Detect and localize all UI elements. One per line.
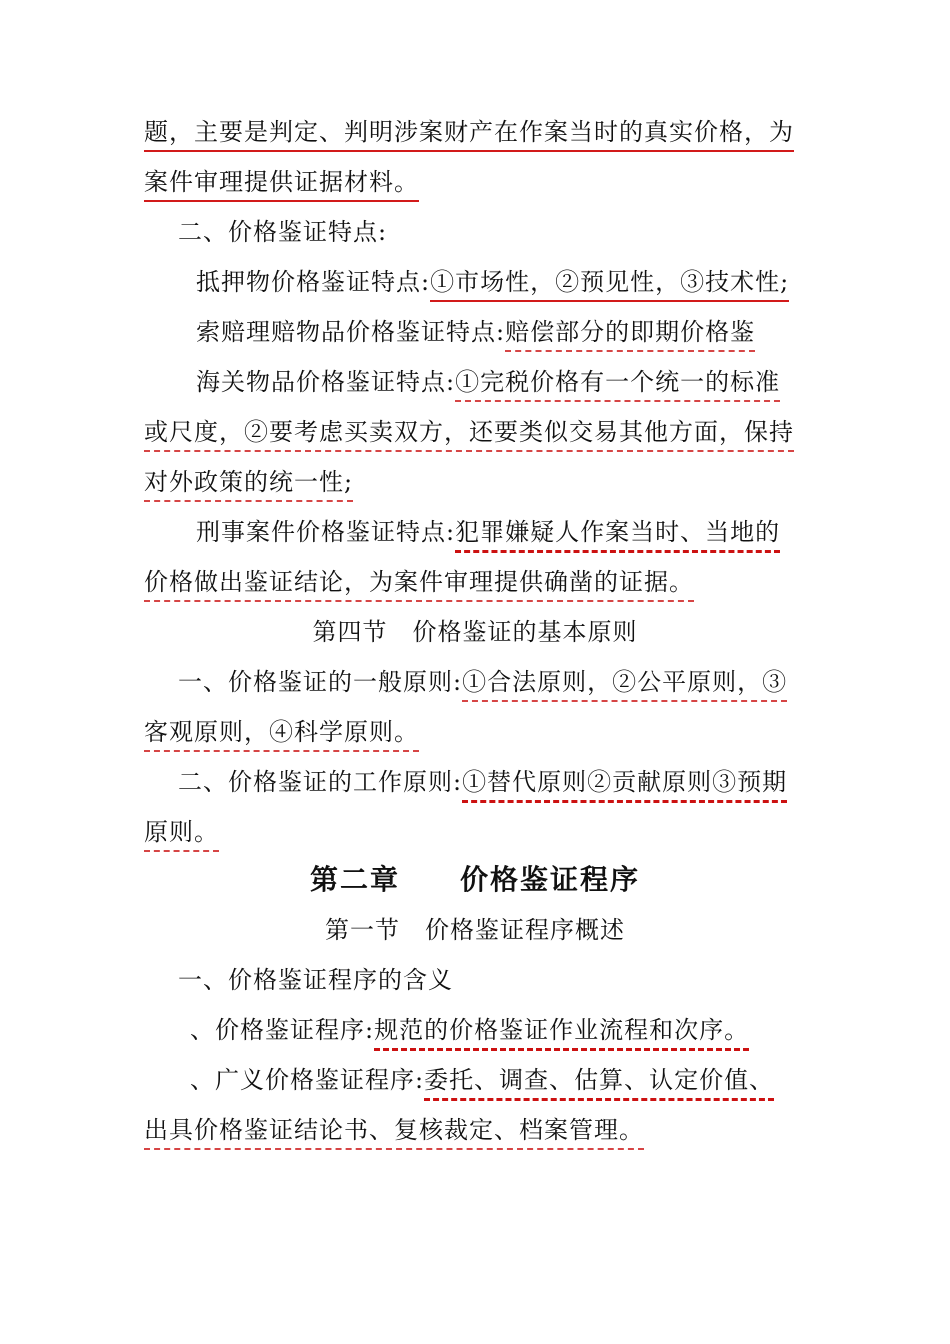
label-text: 二、价格鉴证的工作原则: [178,768,463,796]
underlined-text: ①完税价格有一个统一的标准 [455,368,780,402]
text-line [144,716,419,748]
underlined-text: 委托、调查、估算、认定价值、 [424,1066,774,1101]
underlined-text: 题，主要是判定、判明涉案财产在作案当时的真实价格，为 [144,118,794,152]
underlined-text: ①合法原则，②公平原则，③ [462,668,787,702]
heading-features: 二、价格鉴证特点: [178,218,388,246]
text-line [144,1114,644,1146]
label-text: 一、价格鉴证的一般原则: [178,668,463,696]
label-text: 、价格鉴证程序: [190,1016,375,1044]
label-text: 索赔理赔物品价格鉴证特点: [196,318,506,346]
text-line [190,1014,749,1046]
text-line [178,666,787,698]
underlined-text: 赔偿部分的即期价格鉴 [505,318,755,352]
label-text: 、广义价格鉴证程序: [190,1066,425,1094]
chapter-title: 第二章 价格鉴证程序 [309,863,640,896]
underlined-text: ①替代原则②贡献原则③预期 [462,768,787,803]
section-title: 第一节 价格鉴证程序概述 [325,916,625,944]
underlined-text: 规范的价格鉴证作业流程和次序。 [374,1016,749,1051]
underlined-text: 价格做出鉴证结论，为案件审理提供确凿的证据。 [144,568,694,602]
label-text: 海关物品价格鉴证特点: [196,368,456,396]
underlined-text: 犯罪嫌疑人作案当时、当地的 [455,518,780,553]
text-line [178,766,787,798]
text-line [196,266,789,298]
underlined-text: 对外政策的统一性; [144,468,353,502]
text-line [190,1064,774,1096]
text-line [196,516,780,548]
text-line [144,116,794,148]
text-line [144,816,219,848]
underlined-text: 原则。 [144,818,219,852]
text-line [144,166,419,198]
text-line [144,416,794,448]
text-line [196,316,755,348]
underlined-text: ①市场性，②预见性，③技术性; [430,268,789,302]
text-line [144,566,694,598]
label-text: 抵押物价格鉴证特点: [196,268,431,296]
section-title: 第四节 价格鉴证的基本原则 [312,618,638,646]
text-line [196,366,780,398]
underlined-text: 客观原则，④科学原则。 [144,718,419,752]
underlined-text: 案件审理提供证据材料。 [144,168,419,202]
underlined-text: 或尺度，②要考虑买卖双方，还要类似交易其他方面，保持 [144,418,794,452]
label-text: 刑事案件价格鉴证特点: [196,518,456,546]
underlined-text: 出具价格鉴证结论书、复核裁定、档案管理。 [144,1116,644,1150]
text-line [144,466,353,498]
heading-meaning: 一、价格鉴证程序的含义 [178,966,453,994]
